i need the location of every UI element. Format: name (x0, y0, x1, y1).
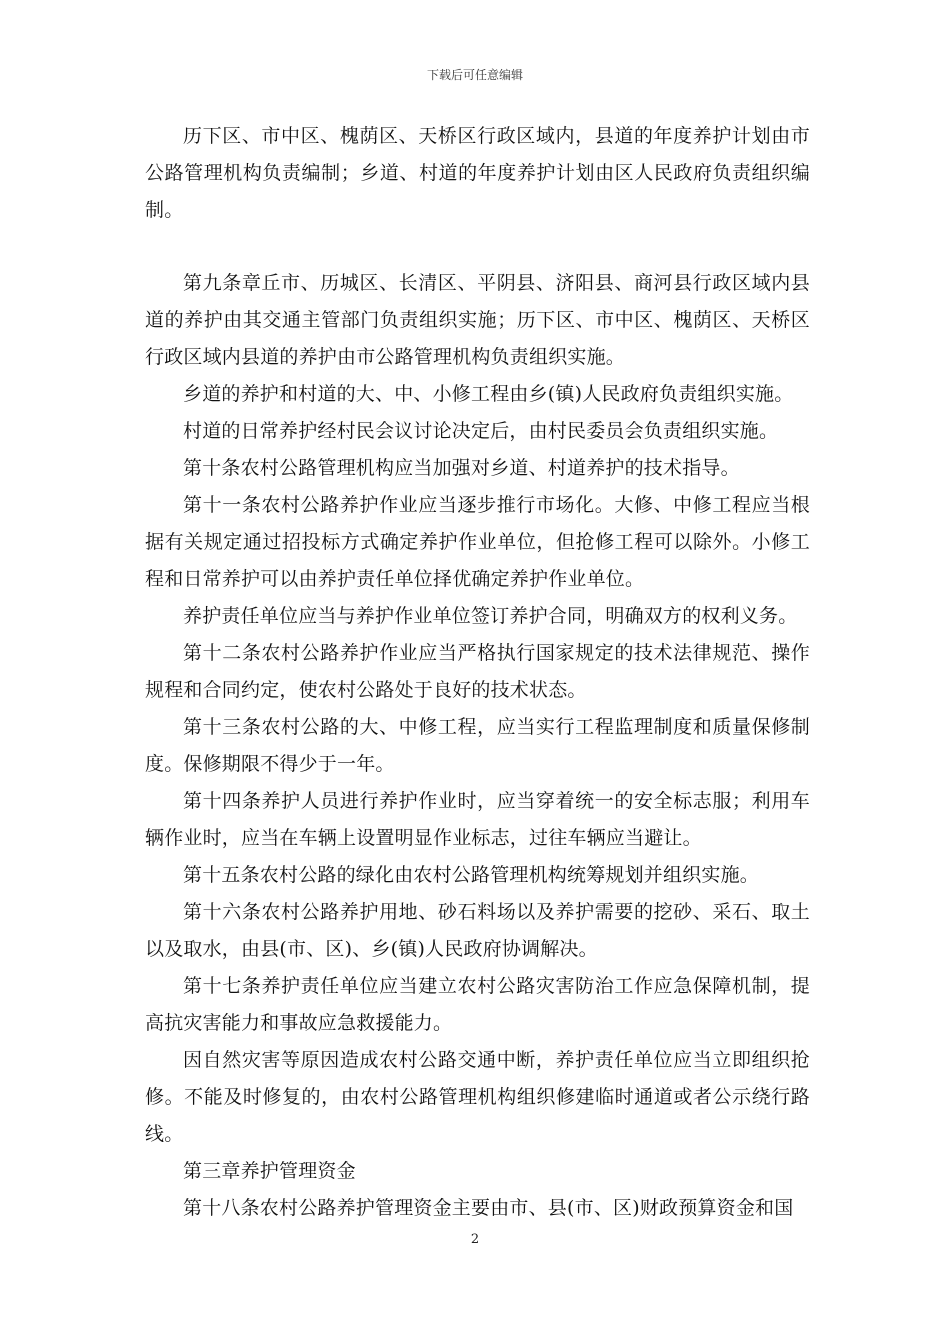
paragraph: 第十四条养护人员进行养护作业时，应当穿着统一的安全标志服；利用车辆作业时，应当在车辆上设置明显作业标志，过往车辆应当避让。 (145, 790, 810, 849)
paragraph: 第十八条农村公路养护管理资金主要由市、县(市、区)财政预算资金和国 (183, 1197, 794, 1219)
paragraph: 第十二条农村公路养护作业应当严格执行国家规定的技术法律规范、操作规程和合同约定，使农村公路处于良好的技术状态。 (145, 642, 810, 701)
paragraph: 第十条农村公路管理机构应当加强对乡道、村道养护的技术指导。 (183, 457, 740, 479)
paragraph: 养护责任单位应当与养护作业单位签订养护合同，明确双方的权利义务。 (183, 605, 798, 627)
paragraph: 第十六条农村公路养护用地、砂石料场以及养护需要的挖砂、采石、取土以及取水，由县(市、区)、乡(镇)人民政府协调解决。 (145, 901, 810, 960)
paragraph-gap (145, 229, 810, 265)
chapter-heading: 第三章养护管理资金 (183, 1160, 356, 1182)
paragraph: 第九条章丘市、历城区、长清区、平阴县、济阳县、商河县行政区域内县道的养护由其交通主管部门负责组织实施；历下区、市中区、槐荫区、天桥区行政区域内县道的养护由市公路管理机构负责组织实施。 (145, 272, 810, 368)
paragraph: 村道的日常养护经村民会议讨论决定后，由村民委员会负责组织实施。 (183, 420, 779, 442)
paragraph: 第十一条农村公路养护作业应当逐步推行市场化。大修、中修工程应当根据有关规定通过招投标方式确定养护作业单位，但抢修工程可以除外。小修工程和日常养护可以由养护责任单位择优确定养护作业单位。 (145, 494, 810, 590)
paragraph: 因自然灾害等原因造成农村公路交通中断，养护责任单位应当立即组织抢修。不能及时修复的，由农村公路管理机构组织修建临时通道或者公示绕行路线。 (145, 1049, 810, 1145)
paragraph: 第十三条农村公路的大、中修工程，应当实行工程监理制度和质量保修制度。保修期限不得少于一年。 (145, 716, 810, 775)
paragraph: 第十七条养护责任单位应当建立农村公路灾害防治工作应急保障机制，提高抗灾害能力和事故应急救援能力。 (145, 975, 810, 1034)
paragraph: 历下区、市中区、槐荫区、天桥区行政区域内，县道的年度养护计划由市公路管理机构负责编制；乡道、村道的年度养护计划由区人民政府负责组织编制。 (145, 125, 810, 221)
paragraph: 第十五条农村公路的绿化由农村公路管理机构统筹规划并组织实施。 (183, 864, 760, 886)
page-number: 2 (470, 1232, 480, 1247)
page-header: 下载后可任意编辑 (426, 68, 523, 82)
document-body (145, 118, 810, 1227)
paragraph: 乡道的养护和村道的大、中、小修工程由乡(镇)人民政府负责组织实施。 (183, 383, 794, 405)
